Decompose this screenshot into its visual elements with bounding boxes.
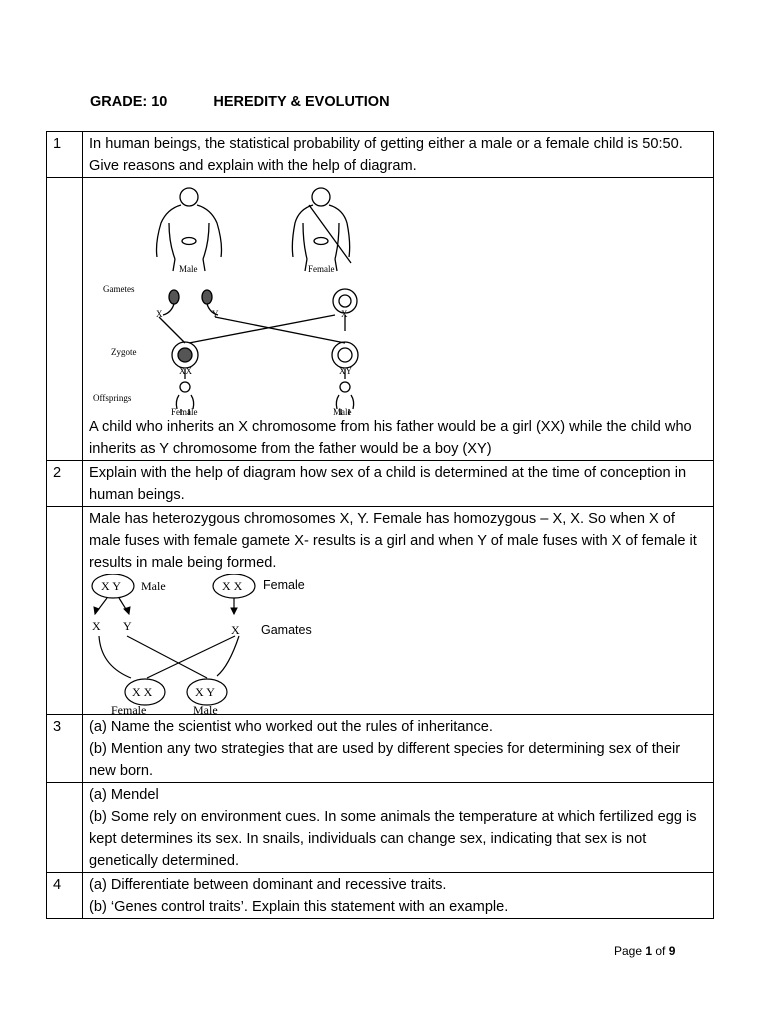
question-text: In human beings, the statistical probability of getting either a male or a female child is 50:50. Give reasons and explain with the help of diagram.	[83, 132, 714, 178]
question-number: 1	[47, 132, 83, 178]
child-xx: X X	[132, 685, 153, 699]
answer-text: A child who inherits an X chromosome from his father would be a girl (XX) while the child who inherits as Y chromosome from the father would be a boy (XY)	[89, 419, 692, 457]
page-heading	[90, 94, 390, 110]
question-number: 4	[47, 873, 83, 919]
label-y: Y	[212, 309, 219, 319]
label-male: Male	[179, 264, 198, 274]
label-zygote: Zygote	[111, 347, 137, 357]
label-gametes: Gametes	[103, 284, 135, 294]
answer-row	[47, 783, 714, 873]
answer-row	[47, 507, 714, 715]
label-xx: XX	[179, 366, 192, 376]
answer-part-a: (a) Mendel	[89, 787, 159, 803]
grade-label: GRADE: 10	[90, 94, 168, 110]
question-part-a: (a) Name the scientist who worked out the rules of inheritance.	[89, 719, 493, 735]
answer-row	[47, 178, 714, 461]
child-female-label: Female	[111, 703, 147, 714]
female-body-illustration	[292, 188, 351, 271]
sperm-illustration	[163, 290, 218, 315]
question-number: 3	[47, 715, 83, 783]
sex-determination-figure	[89, 183, 409, 416]
male-label: Male	[141, 579, 166, 593]
label-offspring-male: Male	[333, 407, 352, 416]
label-offspring-female: Female	[171, 407, 198, 416]
answer-part-b: (b) Some rely on environment cues. In some animals the temperature at which fertilized egg is kept determines its sex. In snails, individuals can change sex, indicating that sex is not genetically determined.	[89, 809, 697, 869]
question-table	[46, 131, 714, 919]
label-ovum-x: X	[341, 309, 348, 319]
female-label: Female	[263, 578, 305, 592]
gamates-label: Gamates	[261, 623, 312, 637]
answer-cell	[83, 507, 714, 715]
label-female: Female	[308, 264, 335, 274]
gamete-y: Y	[123, 619, 132, 633]
gamete-x: X	[92, 619, 101, 633]
question-row	[47, 461, 714, 507]
label-offsprings: Offsprings	[93, 393, 132, 403]
question-part-a: (a) Differentiate between dominant and recessive traits.	[89, 877, 447, 893]
page-total: 9	[668, 944, 676, 958]
question-row	[47, 715, 714, 783]
male-body-illustration	[157, 188, 222, 271]
question-text: Explain with the help of diagram how sex of a child is determined at the time of conception in human beings.	[83, 461, 714, 507]
gamete-female-x: X	[231, 623, 240, 637]
child-xy: X Y	[195, 685, 215, 699]
question-row	[47, 132, 714, 178]
child-male-label: Male	[193, 703, 218, 714]
gamete-cross-figure	[89, 574, 325, 714]
question-part-b: (b) Mention any two strategies that are used by different species for determining sex of their new born.	[89, 741, 681, 779]
page-footer: Page 1 of 9	[614, 944, 676, 958]
answer-text: Male has heterozygous chromosomes X, Y. Female has homozygous – X, X. So when X of male fuses with female gamete X- results is a girl and when Y of male fuses with X of female it results in male being formed.	[89, 511, 697, 571]
question-part-b: (b) ‘Genes control traits’. Explain this statement with an example.	[89, 899, 509, 915]
page-number: 1	[645, 944, 653, 958]
zygote-male-illustration	[332, 342, 358, 368]
label-xy: XY	[339, 366, 352, 376]
question-row	[47, 873, 714, 919]
male-genotype: X Y	[101, 579, 121, 593]
topic-title: HEREDITY & EVOLUTION	[213, 94, 390, 110]
label-x: X	[156, 309, 163, 319]
answer-cell	[83, 178, 714, 461]
female-genotype: X X	[222, 579, 243, 593]
question-number: 2	[47, 461, 83, 507]
